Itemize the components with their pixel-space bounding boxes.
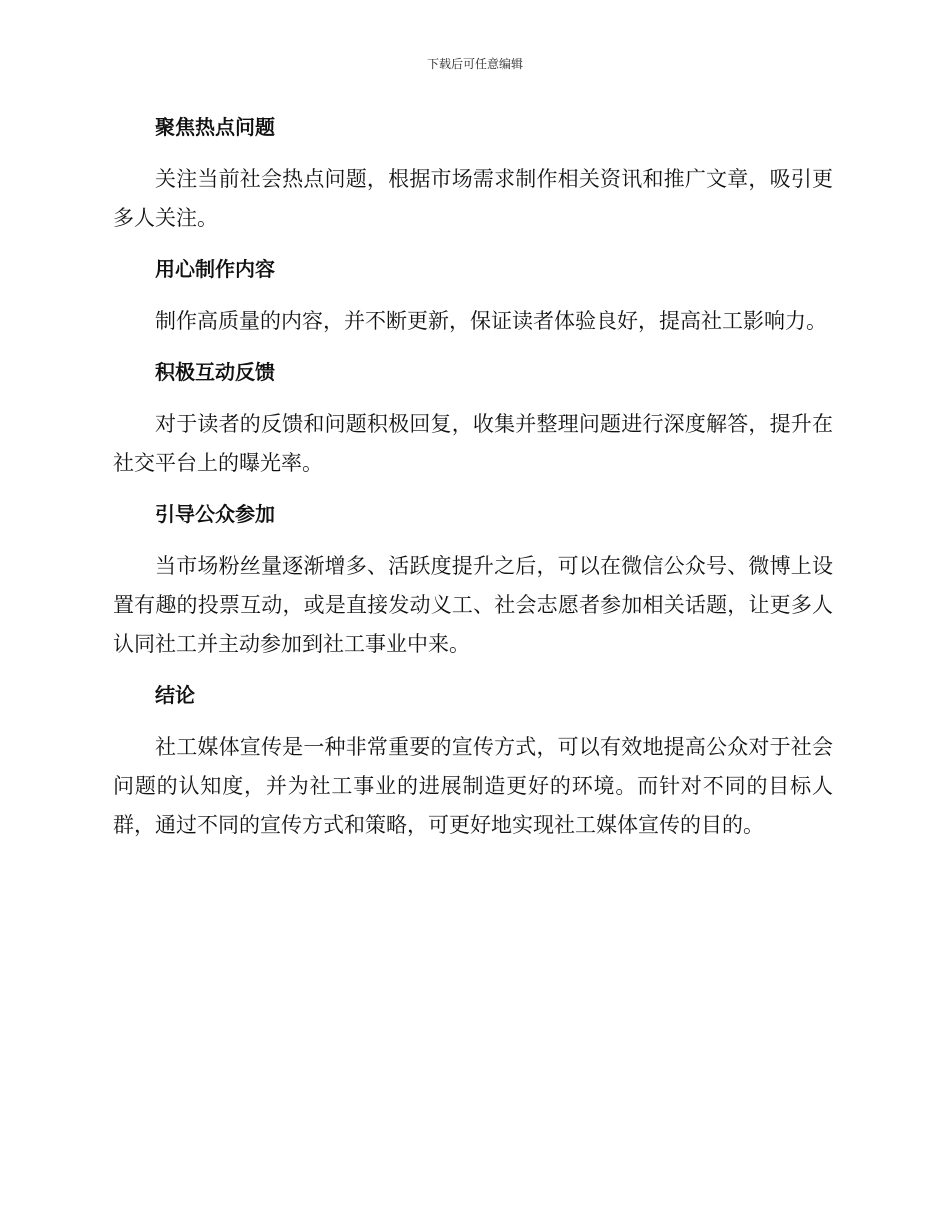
section-conclusion — [113, 678, 833, 845]
section-hot-topics — [113, 110, 833, 238]
section-heading: 积极互动反馈 — [155, 360, 275, 384]
section-public-participation — [113, 497, 833, 664]
section-content-creation — [113, 252, 833, 341]
section-heading: 结论 — [155, 683, 195, 707]
section-paragraph: 关注当前社会热点问题，根据市场需求制作相关资讯和推广文章，吸引更多人关注。 — [113, 167, 833, 230]
section-paragraph: 当市场粉丝量逐渐增多、活跃度提升之后，可以在微信公众号、微博上设置有趣的投票互动，或是直接发动义工、社会志愿者参加相关话题，让更多人认同社工并主动参加到社工事业中来。 — [113, 554, 833, 656]
section-paragraph: 社工媒体宣传是一种非常重要的宣传方式，可以有效地提高公众对于社会问题的认知度，并为社工事业的进展制造更好的环境。而针对不同的目标人群，通过不同的宣传方式和策略，可更好地实现社工媒体宣传的目的。 — [113, 735, 833, 837]
section-heading: 用心制作内容 — [155, 257, 275, 281]
document-body — [113, 110, 833, 859]
section-paragraph: 制作高质量的内容，并不断更新，保证读者体验良好，提高社工影响力。 — [155, 309, 827, 333]
section-paragraph: 对于读者的反馈和问题积极回复，收集并整理问题进行深度解答，提升在社交平台上的曝光率。 — [113, 412, 833, 475]
section-heading: 聚焦热点问题 — [155, 115, 275, 139]
header-note: 下载后可任意编辑 — [426, 57, 523, 71]
section-heading: 引导公众参加 — [155, 502, 275, 526]
section-interaction-feedback — [113, 355, 833, 483]
